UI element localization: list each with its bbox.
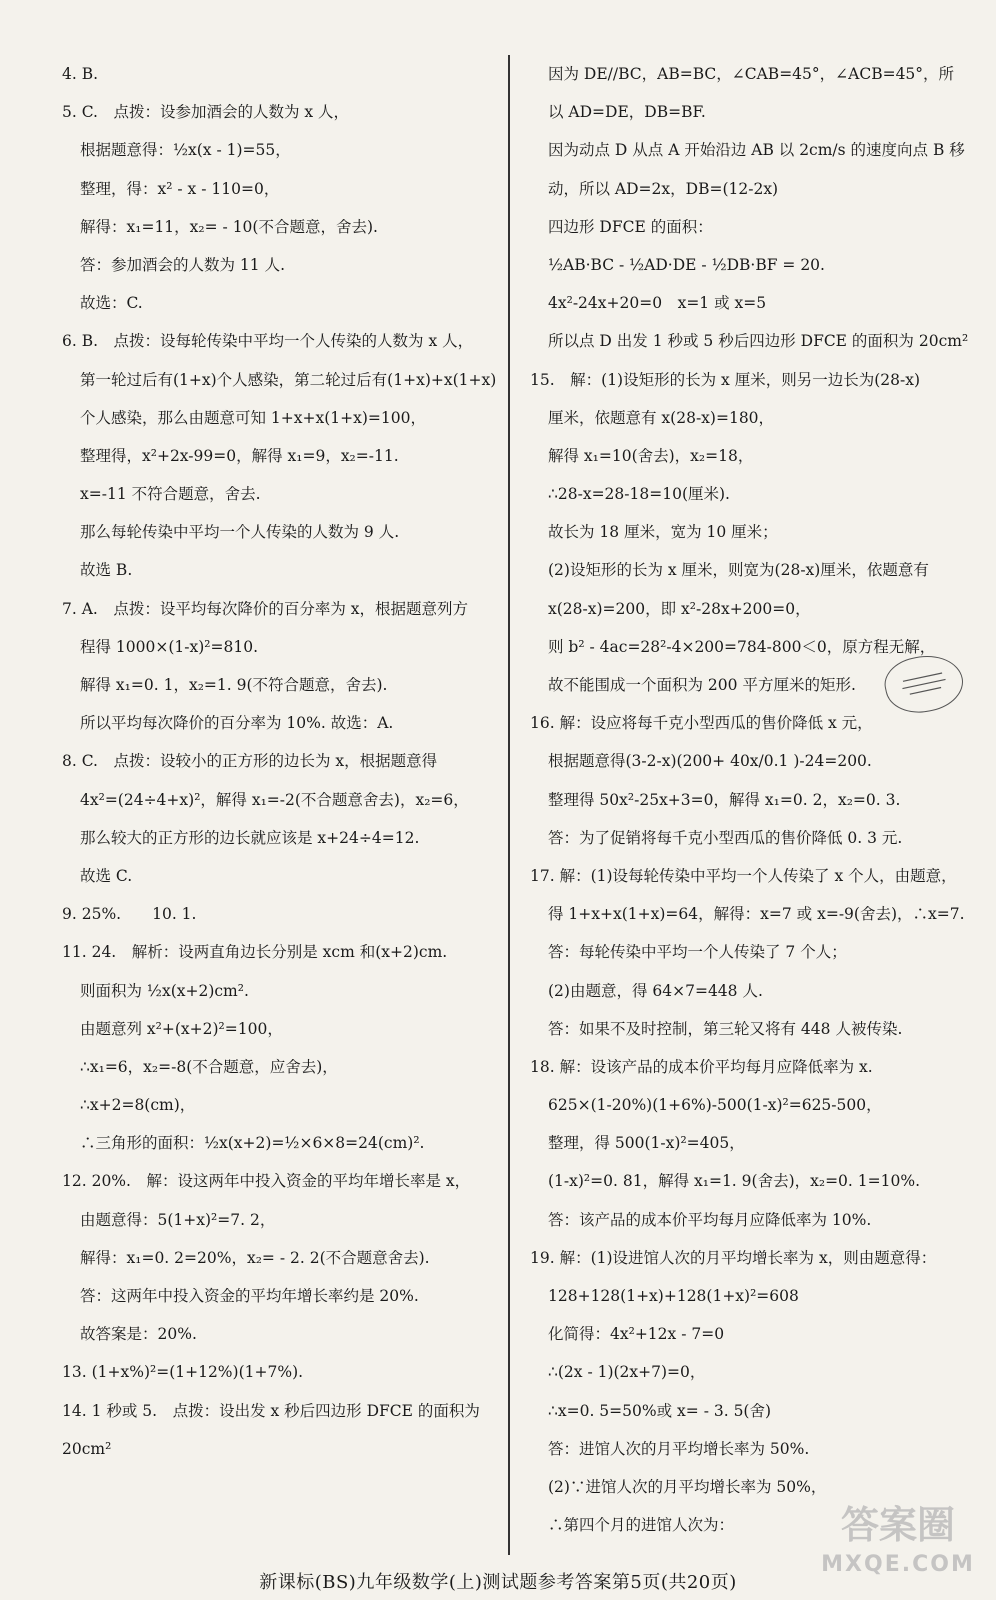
text-line: 解得：x₁=11，x₂= - 10(不合题意，舍去).: [80, 217, 378, 236]
text-line: 整理得 50x²-25x+3=0，解得 x₁=0. 2，x₂=0. 3.: [548, 790, 901, 809]
text-line: 因为动点 D 从点 A 开始沿边 AB 以 2cm/s 的速度向点 B 移: [548, 141, 965, 160]
text-line: 那么较大的正方形的边长就应该是 x+24÷4=12.: [80, 828, 420, 847]
text-line: 第一轮过后有(1+x)个人感染，第二轮过后有(1+x)+x(1+x): [80, 370, 497, 389]
text-line: 则 b² - 4ac=28²-4×200=784-800＜0，原方程无解，: [548, 637, 936, 656]
text-line: 答：每轮传染中平均一个人传染了 7 个人；: [548, 943, 847, 962]
text-line: 答：进馆人次的月平均增长率为 50%.: [548, 1439, 810, 1458]
text-line: 个人感染，那么由题意可知 1+x+x(1+x)=100，: [80, 408, 427, 427]
text-line: 4. B.: [62, 65, 99, 83]
watermark-url: MXQE.COM: [821, 1552, 975, 1577]
text-line: 根据题意得(3-2-x)(200+ 40x/0.1 )-24=200.: [548, 752, 872, 771]
text-line: ∴x=0. 5=50%或 x= - 3. 5(舍): [548, 1401, 772, 1420]
text-line: 以 AD=DE，DB=BF.: [548, 103, 706, 122]
text-line: ∴第四个月的进馆人次为：: [548, 1516, 735, 1535]
text-line: 答：为了促销将每千克小型西瓜的售价降低 0. 3 元.: [548, 828, 903, 847]
text-line: 18. 解：设该产品的成本价平均每月应降低率为 x.: [530, 1057, 873, 1076]
text-line: 4x²-24x+20=0 x=1 或 x=5: [548, 294, 767, 313]
right-column: [530, 55, 970, 1544]
text-line: 答：该产品的成本价平均每月应降低率为 10%.: [548, 1210, 872, 1229]
text-line: 四边形 DFCE 的面积：: [548, 217, 713, 236]
text-line: 17. 解：(1)设每轮传染中平均一个人传染了 x 个人，由题意，: [530, 866, 957, 885]
page-footer: 新课标(BS)九年级数学(上)测试题参考答案第5页(共20页): [259, 1572, 737, 1593]
text-line: 根据题意得：½x(x - 1)=55，: [80, 141, 291, 160]
text-line: 化简得：4x²+12x - 7=0: [548, 1325, 725, 1344]
text-line: (1-x)²=0. 81，解得 x₁=1. 9(舍去)，x₂=0. 1=10%.: [548, 1172, 921, 1191]
text-line: ∴(2x - 1)(2x+7)=0，: [548, 1363, 706, 1382]
text-line: 19. 解：(1)设进馆人次的月平均增长率为 x，则由题意得：: [530, 1248, 937, 1267]
left-column: [62, 55, 498, 1468]
text-line: 整理，得 500(1-x)²=405，: [548, 1134, 745, 1153]
text-line: 16. 解：设应将每千克小型西瓜的售价降低 x 元，: [530, 714, 873, 733]
text-line: 动，所以 AD=2x，DB=(12-2x): [548, 179, 779, 198]
text-line: ∴28-x=28-18=10(厘米).: [548, 485, 730, 504]
text-line: 128+128(1+x)+128(1+x)²=608: [548, 1287, 799, 1305]
text-line: 故长为 18 厘米，宽为 10 厘米；: [548, 523, 778, 542]
text-line: 厘米，依题意有 x(28-x)=180，: [548, 408, 775, 427]
text-line: 625×(1-20%)(1+6%)-500(1-x)²=625-500，: [548, 1096, 882, 1115]
text-line: 故答案是：20%.: [80, 1325, 197, 1344]
text-line: ∴三角形的面积：½x(x+2)=½×6×8=24(cm)².: [80, 1134, 425, 1153]
text-line: 得 1+x+x(1+x)=64，解得：x=7 或 x=-9(舍去)，∴x=7.: [548, 905, 965, 924]
text-line: ∴x₁=6，x₂=-8(不合题意，应舍去)，: [80, 1057, 338, 1076]
text-line: 4x²=(24÷4+x)²，解得 x₁=-2(不合题意舍去)，x₂=6，: [80, 790, 469, 809]
text-line: 那么每轮传染中平均一个人传染的人数为 9 人.: [80, 523, 400, 542]
text-line: ∴x+2=8(cm)，: [80, 1096, 196, 1115]
text-line: (2)由题意，得 64×7=448 人.: [548, 981, 763, 1000]
text-line: 15. 解：(1)设矩形的长为 x 厘米，则另一边长为(28-x): [530, 370, 920, 389]
column-divider: [508, 55, 510, 1555]
text-line: 由题意得：5(1+x)²=7. 2，: [80, 1210, 276, 1229]
text-line: x=-11 不符合题意，舍去.: [80, 485, 261, 504]
text-line: 8. C. 点拨：设较小的正方形的边长为 x，根据题意得: [62, 752, 438, 771]
text-line: 13. (1+x%)²=(1+12%)(1+7%).: [62, 1363, 304, 1382]
text-line: 故选 C.: [80, 866, 133, 885]
text-line: (2)∵进馆人次的月平均增长率为 50%，: [548, 1477, 827, 1496]
text-line: 解得 x₁=0. 1，x₂=1. 9(不符合题意，舍去).: [80, 676, 388, 694]
text-line: 故选：C.: [80, 294, 143, 313]
text-line: 所以点 D 出发 1 秒或 5 秒后四边形 DFCE 的面积为 20cm²: [548, 332, 969, 351]
text-line: 解得 x₁=10(舍去)，x₂=18，: [548, 446, 754, 465]
text-line: 答：如果不及时控制，第三轮又将有 448 人被传染.: [548, 1019, 903, 1038]
text-line: 整理，得：x² - x - 110=0，: [80, 179, 280, 198]
text-line: 故不能围成一个面积为 200 平方厘米的矩形.: [548, 676, 856, 694]
text-line: 6. B. 点拨：设每轮传染中平均一个人传染的人数为 x 人，: [62, 332, 474, 351]
text-line: (2)设矩形的长为 x 厘米，则宽为(28-x)厘米，依题意有: [548, 561, 929, 580]
text-line: 5. C. 点拨：设参加酒会的人数为 x 人，: [62, 103, 350, 122]
text-line: ½AB·BC - ½AD·DE - ½DB·BF = 20.: [548, 255, 825, 274]
text-line: 程得 1000×(1-x)²=810.: [80, 637, 259, 656]
text-line: 答：参加酒会的人数为 11 人.: [80, 255, 286, 274]
text-line: 7. A. 点拨：设平均每次降价的百分率为 x，根据题意列方: [62, 599, 469, 618]
text-line: 由题意列 x²+(x+2)²=100，: [80, 1019, 283, 1038]
text-line: 答：这两年中投入资金的平均年增长率约是 20%.: [80, 1287, 419, 1305]
text-line: 9. 25%. 10. 1.: [62, 905, 197, 924]
text-line: 整理得，x²+2x-99=0，解得 x₁=9，x₂=-11.: [80, 446, 399, 465]
text-line: 所以平均每次降价的百分率为 10%. 故选：A.: [80, 714, 394, 733]
text-line: 解得：x₁=0. 2=20%，x₂= - 2. 2(不合题意舍去).: [80, 1248, 430, 1267]
text-line: 则面积为 ½x(x+2)cm².: [80, 981, 249, 1000]
text-line: x(28-x)=200，即 x²-28x+200=0，: [548, 599, 811, 618]
text-line: 12. 20%. 解：设这两年中投入资金的平均年增长率是 x，: [62, 1172, 471, 1191]
text-line: 20cm²: [62, 1439, 112, 1458]
watermark-logo: 答案圈: [840, 1503, 955, 1547]
text-line: 14. 1 秒或 5. 点拨：设出发 x 秒后四边形 DFCE 的面积为: [62, 1401, 480, 1420]
text-line: 11. 24. 解析：设两直角边长分别是 xcm 和(x+2)cm.: [62, 943, 448, 962]
text-line: 因为 DE//BC，AB=BC，∠CAB=45°，∠ACB=45°，所: [548, 65, 955, 83]
text-line: 故选 B.: [80, 561, 133, 580]
